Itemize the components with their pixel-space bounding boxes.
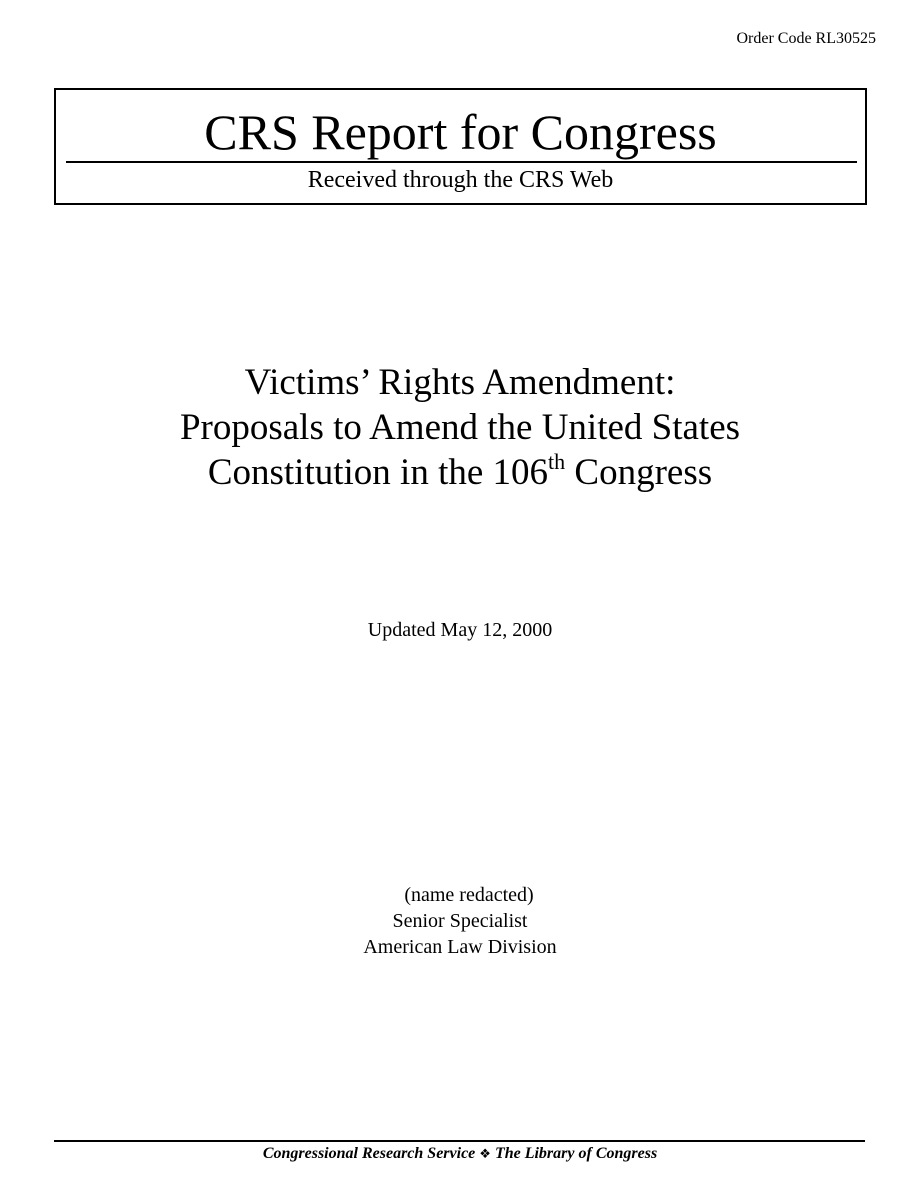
footer-organization: Congressional Research Service [262, 1145, 476, 1162]
footer-library: The Library of Congress [494, 1145, 658, 1162]
footer-divider [54, 1140, 865, 1142]
report-title-line-3 [0, 450, 920, 495]
author-division: American Law Division [363, 936, 557, 958]
author-name: (name redacted) [404, 884, 534, 906]
report-title [0, 360, 920, 495]
updated-date: Updated May 12, 2000 [367, 619, 553, 641]
report-header-box [54, 88, 867, 205]
author-block [0, 882, 920, 960]
report-title-line-3-suffix: Congress [565, 452, 713, 493]
report-title-line-3-prefix: Constitution in the 106 [207, 452, 549, 493]
report-series-title: CRS Report for Congress [204, 104, 717, 160]
header-divider [66, 161, 857, 163]
order-code: Order Code RL30525 [736, 30, 876, 47]
report-title-line-1: Victims’ Rights Amendment: [244, 362, 676, 403]
ordinal-superscript: th [548, 448, 566, 474]
report-title-line-2: Proposals to Amend the United States [179, 407, 741, 448]
report-series-subtitle: Received through the CRS Web [307, 167, 614, 193]
diamond-separator-icon: ❖ [479, 1147, 491, 1162]
author-position: Senior Specialist [392, 910, 528, 932]
footer [0, 1144, 920, 1165]
